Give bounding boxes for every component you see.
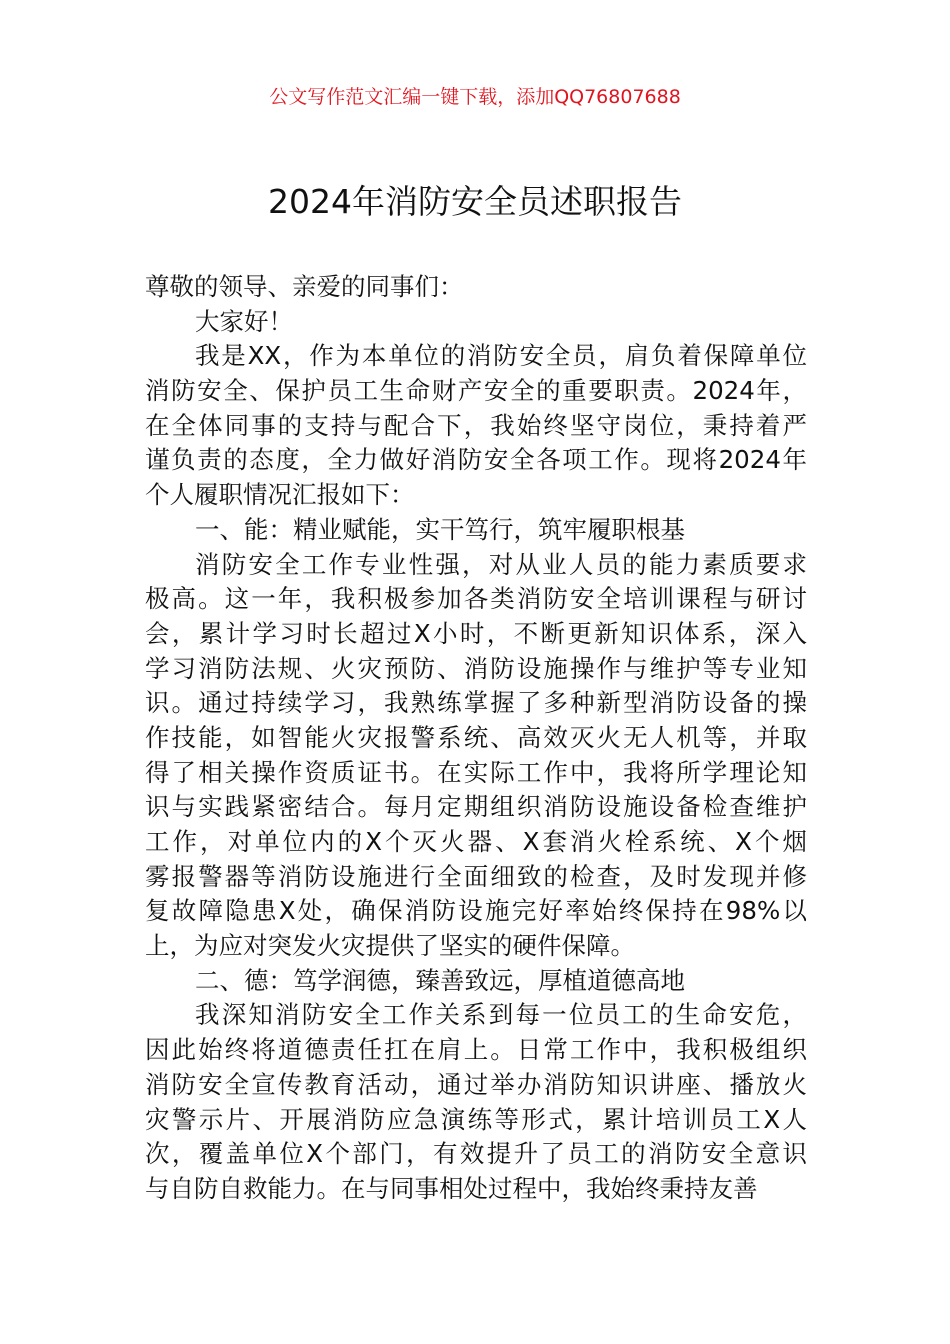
text-line: 个人履职情况汇报如下： [145, 480, 415, 510]
text-line: 会，累计学习时长超过X小时，不断更新知识体系，深入 [145, 618, 807, 648]
text-line: 识与实践紧密结合。每月定期组织消防设施设备检查维护 [145, 792, 807, 822]
text-line: 上，为应对突发火灾提供了坚实的硬件保障。 [145, 931, 635, 961]
text-line: 消防安全、保护员工生命财产安全的重要职责。2024年， [145, 376, 807, 406]
text-line: 大家好！ [195, 306, 293, 336]
text-line: 次，覆盖单位X个部门，有效提升了员工的消防安全意识 [145, 1139, 807, 1169]
text-line: 一、能：精业赋能，实干笃行，筑牢履职根基 [195, 514, 685, 544]
promo-header: 公文写作范文汇编一键下载，添加QQ76807688 [269, 86, 681, 108]
paragraph [145, 270, 807, 305]
document-title: 2024年消防安全员述职报告 [268, 182, 682, 221]
text-line: 尊敬的领导、亲爱的同事们： [145, 272, 464, 301]
text-line: 学习消防法规、火灾预防、消防设施操作与维护等专业知 [145, 653, 807, 683]
paragraph [145, 548, 807, 964]
paragraph [145, 339, 807, 512]
text-line: 与自防自救能力。在与同事相处过程中，我始终秉持友善 [145, 1173, 758, 1203]
text-line: 雾报警器等消防设施进行全面细致的检查，及时发现并修 [145, 861, 807, 891]
text-line: 工作，对单位内的X个灭火器、X套消火栓系统、X个烟 [145, 827, 807, 856]
text-line: 因此始终将道德责任扛在肩上。日常工作中，我积极组织 [145, 1035, 807, 1065]
text-line: 得了相关操作资质证书。在实际工作中，我将所学理论知 [145, 757, 807, 787]
text-line: 极高。这一年，我积极参加各类消防安全培训课程与研讨 [145, 584, 807, 614]
text-line: 我深知消防安全工作关系到每一位员工的生命安危， [195, 1000, 807, 1030]
text-line: 识。通过持续学习，我熟练掌握了多种新型消防设备的操 [145, 688, 807, 718]
text-line: 消防安全工作专业性强，对从业人员的能力素质要求 [195, 549, 807, 579]
text-line: 灾警示片、开展消防应急演练等形式，累计培训员工X人 [145, 1104, 807, 1134]
text-line: 在全体同事的支持与配合下，我始终坚守岗位，秉持着严 [145, 410, 807, 440]
text-line: 作技能，如智能火灾报警系统、高效灭火无人机等，并取 [145, 722, 807, 752]
document-body [145, 270, 807, 1207]
paragraph [145, 964, 807, 999]
paragraph [145, 305, 807, 340]
text-line: 消防安全宣传教育活动，通过举办消防知识讲座、播放火 [145, 1069, 807, 1099]
paragraph [145, 513, 807, 548]
text-line: 谨负责的态度，全力做好消防安全各项工作。现将2024年 [145, 445, 807, 475]
text-line: 二、德：笃学润德，臻善致远，厚植道德高地 [195, 965, 685, 995]
text-line: 我是XX，作为本单位的消防安全员，肩负着保障单位 [195, 341, 807, 371]
text-line: 复故障隐患X处，确保消防设施完好率始终保持在98%以 [145, 896, 807, 926]
paragraph [145, 998, 807, 1206]
